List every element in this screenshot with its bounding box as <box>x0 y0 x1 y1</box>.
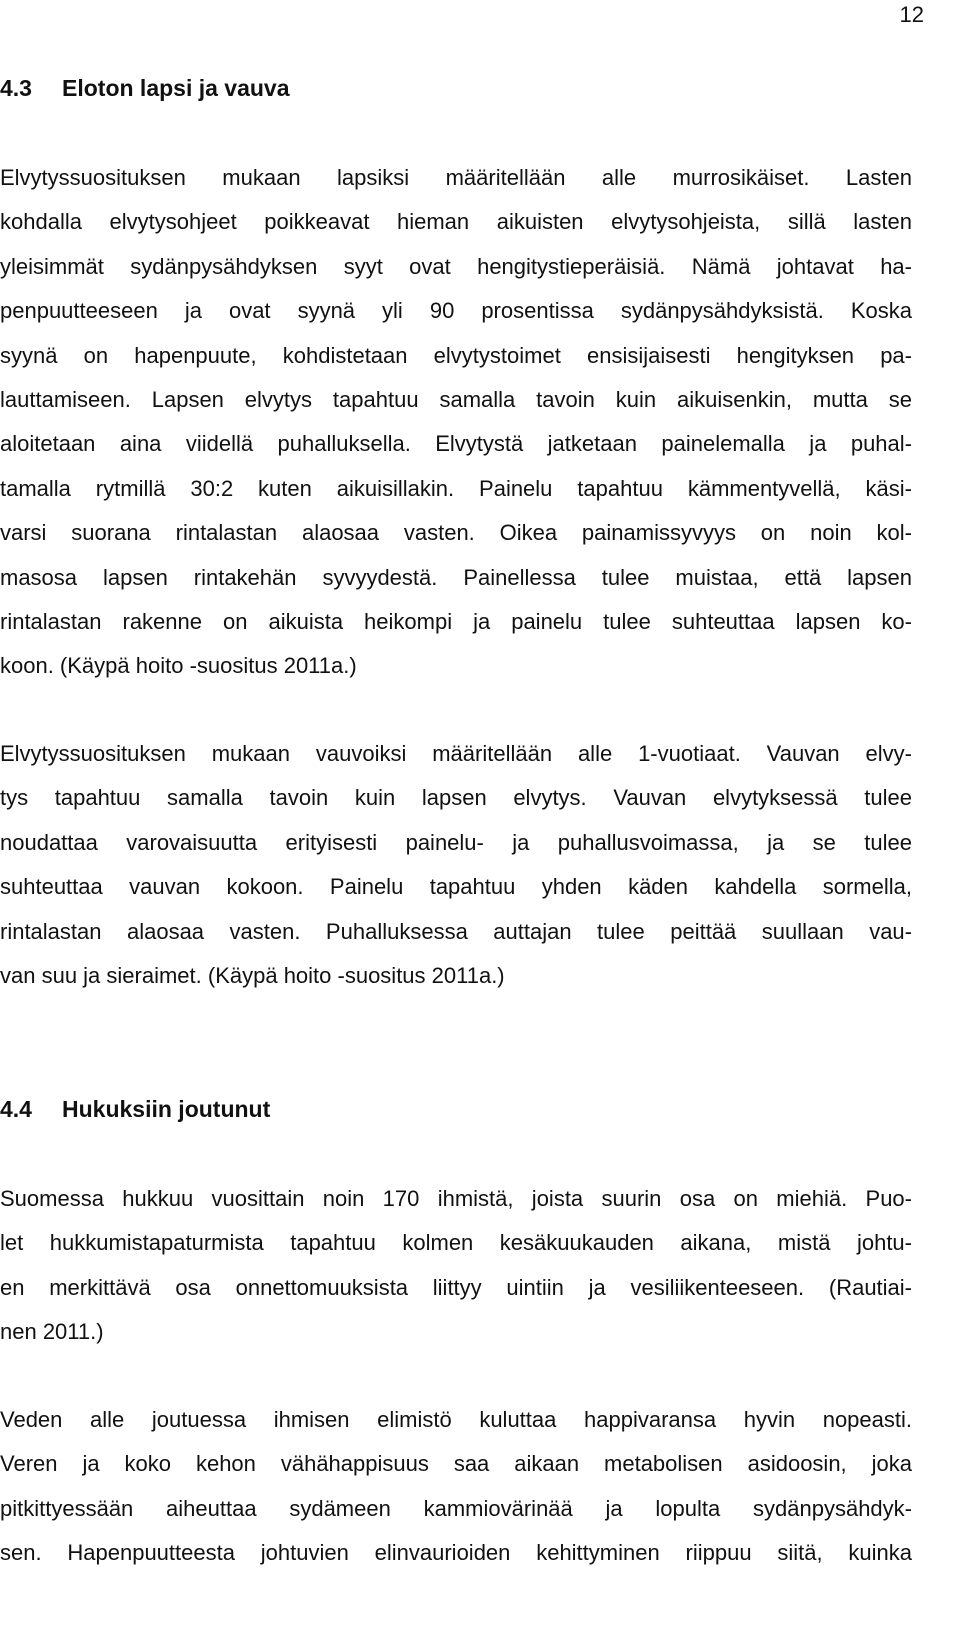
text-line: tamalla rytmillä 30:2 kuten aikuisillakin. Painelu tapahtuu kämmentyvellä, käsi- <box>0 475 912 501</box>
section-number: 4.4 <box>0 1096 32 1122</box>
text-line: lauttamiseen. Lapsen elvytys tapahtuu samalla tavoin kuin aikuisenkin, mutta se <box>0 386 912 412</box>
text-line: pitkittyessään aiheuttaa sydämeen kammiovärinää ja lopulta sydänpysähdyk- <box>0 1495 912 1521</box>
paragraph <box>0 1398 912 1576</box>
text-line: tys tapahtuu samalla tavoin kuin lapsen elvytys. Vauvan elvytyksessä tulee <box>0 785 912 811</box>
text-line: masosa lapsen rintakehän syvyydestä. Painellessa tulee muistaa, että lapsen <box>0 564 912 590</box>
text-line: kohdalla elvytysohjeet poikkeavat hieman aikuisten elvytysohjeista, sillä lasten <box>0 209 912 235</box>
text-line: yleisimmät sydänpysähdyksen syyt ovat hengitystieperäisiä. Nämä johtavat ha- <box>0 253 912 279</box>
text-line: nen 2011.) <box>0 1319 104 1345</box>
paragraph <box>0 1177 912 1355</box>
text-line: let hukkumistapaturmista tapahtuu kolmen kesäkuukauden aikana, mistä johtu- <box>0 1230 912 1256</box>
section-number: 4.3 <box>0 75 32 101</box>
paragraph <box>0 156 912 689</box>
text-line: Veden alle joutuessa ihmisen elimistö kuluttaa happivaransa hyvin nopeasti. <box>0 1407 912 1432</box>
text-line: rintalastan alaosaa vasten. Puhalluksessa auttajan tulee peittää suullaan vau- <box>0 918 912 944</box>
text-line: en merkittävä osa onnettomuuksista liittyy uintiin ja vesiliikenteeseen. (Rautiai- <box>0 1274 912 1300</box>
section-title: Hukuksiin joutunut <box>62 1096 271 1122</box>
section-heading <box>0 1094 270 1124</box>
text-line: syynä on hapenpuute, kohdistetaan elvytystoimet ensisijaisesti hengityksen pa- <box>0 342 912 368</box>
text-line: sen. Hapenpuutteesta johtuvien elinvaurioiden kehittyminen riippuu siitä, kuinka <box>0 1540 912 1566</box>
page-number: 12 <box>899 2 924 27</box>
text-line: penpuutteeseen ja ovat syynä yli 90 prosentissa sydänpysähdyksistä. Koska <box>0 298 912 324</box>
section-title: Eloton lapsi ja vauva <box>62 75 290 101</box>
text-line: rintalastan rakenne on aikuista heikompi ja painelu tulee suhteuttaa lapsen ko- <box>0 608 912 634</box>
text-line: noudattaa varovaisuutta erityisesti painelu- ja puhallusvoimassa, ja se tulee <box>0 829 912 855</box>
text-line: Elvytyssuosituksen mukaan vauvoiksi määritellään alle 1-vuotiaat. Vauvan elvy- <box>0 741 912 766</box>
text-line: Elvytyssuosituksen mukaan lapsiksi määritellään alle murrosikäiset. Lasten <box>0 165 912 190</box>
text-line: aloitetaan aina viidellä puhalluksella. Elvytystä jatketaan painelemalla ja puhal- <box>0 431 912 457</box>
text-line: van suu ja sieraimet. (Käypä hoito -suositus 2011a.) <box>0 962 505 988</box>
text-line: Suomessa hukkuu vuosittain noin 170 ihmistä, joista suurin osa on miehiä. Puo- <box>0 1186 912 1211</box>
text-line: suhteuttaa vauvan kokoon. Painelu tapahtuu yhden käden kahdella sormella, <box>0 874 912 900</box>
text-line: koon. (Käypä hoito -suositus 2011a.) <box>0 653 357 679</box>
text-line: varsi suorana rintalastan alaosaa vasten. Oikea painamissyvyys on noin kol- <box>0 520 912 546</box>
section-heading <box>0 73 290 103</box>
paragraph <box>0 732 912 998</box>
text-line: Veren ja koko kehon vähähappisuus saa aikaan metabolisen asidoosin, joka <box>0 1451 912 1477</box>
